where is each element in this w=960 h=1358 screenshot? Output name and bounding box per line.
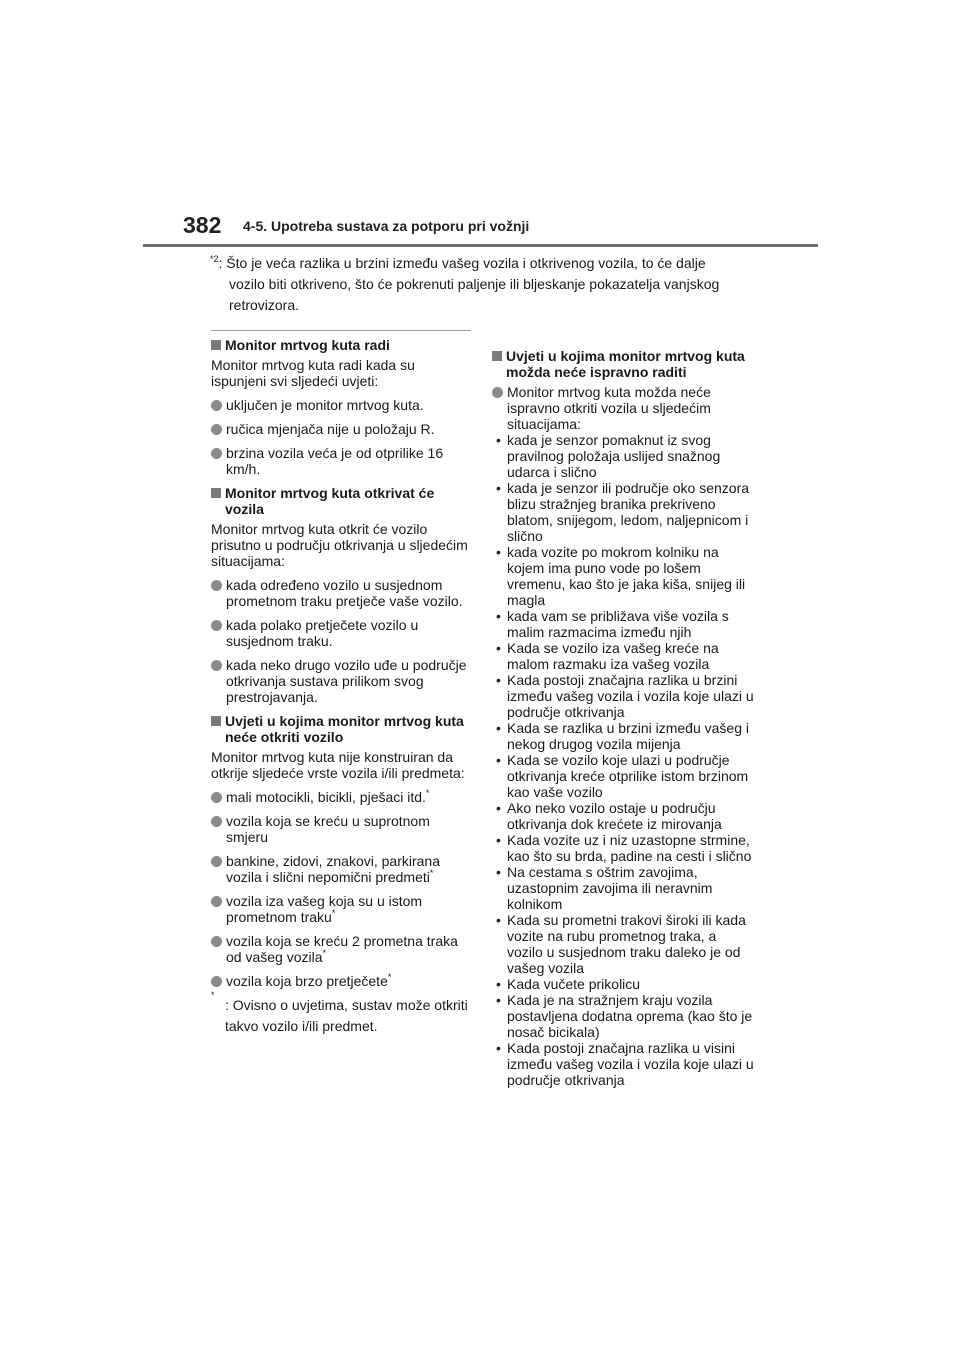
- circle-bullet-icon: [211, 896, 222, 907]
- condition-list: [492, 432, 754, 1088]
- footnote: * : Ovisno o uvjetima, sustav može otkriti takvo vozilo i/ili predmet.: [211, 990, 468, 1034]
- list-item: kada određeno vozilo u susjednom prometnom traku pretječe vaše vozilo.: [211, 577, 471, 609]
- list-item: Monitor mrtvog kuta možda neće ispravno otkriti vozila u sljedećim situacijama:: [492, 384, 754, 432]
- condition-item: • Na cestama s oštrim zavojima, uzastopnim zavojima ili neravnim kolnikom: [496, 864, 713, 912]
- condition-item: • kada vozite po mokrom kolniku na kojem ima puno vode po lošem vremenu, kao što je jaka kiša, snijeg ili magla: [496, 544, 746, 608]
- condition-item: • Kada se razlika u brzini između vašeg i nekog drugog vozila mijenja: [496, 720, 750, 752]
- circle-bullet-icon: [211, 620, 222, 631]
- intro-text: Monitor mrtvog kuta otkrit će vozilo prisutno u području otkrivanja u sljedećim situacijama:: [211, 521, 468, 569]
- condition-item: • Kada su prometni trakovi široki ili kada vozite na rubu prometnog traka, a vozilo u susjednom traku daleko je od vašeg vozila: [496, 912, 746, 976]
- circle-bullet-icon: [492, 387, 503, 398]
- circle-bullet-icon: [211, 400, 222, 411]
- right-column: [492, 348, 754, 1088]
- section-heading: Uvjeti u kojima monitor mrtvog kuta možda neće ispravno raditi: [492, 348, 754, 380]
- section-heading: Monitor mrtvog kuta radi: [211, 337, 471, 353]
- circle-bullet-icon: [211, 816, 222, 827]
- condition-item: • Kada se vozilo iza vašeg kreće na malom razmaku iza vašeg vozila: [496, 640, 719, 672]
- condition-item: • Kada postoji značajna razlika u visini između vašeg vozila i vozila koje ulazi u područje otkrivanja: [496, 1040, 754, 1088]
- list-item: vozila koja se kreću u suprotnom smjeru: [211, 813, 471, 845]
- list-item: kada polako pretječete vozilo u susjednom traku.: [211, 617, 471, 649]
- condition-item: • Kada se vozilo koje ulazi u područje otkrivanja kreće otprilike istom brzinom kao vaše vozilo: [496, 752, 749, 800]
- list-item: vozila koja se kreću 2 prometna traka od vašeg vozila*: [211, 933, 471, 965]
- column-divider: [211, 330, 471, 331]
- circle-bullet-icon: [211, 792, 222, 803]
- condition-item: • kada je senzor ili područje oko senzora blizu stražnjeg branika prekriveno blatom, snijegom, ledom, naljepnicom i slično: [496, 480, 750, 544]
- condition-item: • kada je senzor pomaknut iz svog pravilnog položaja uslijed snažnog udarca i slično: [496, 432, 721, 480]
- condition-item: • Kada vozite uz i niz uzastopne strmine, kao što su brda, padine na cesti i slično: [496, 832, 752, 864]
- list-item: brzina vozila veća je od otprilike 16 km/h.: [211, 445, 471, 477]
- list-item: vozila koja brzo pretječete*: [211, 973, 471, 989]
- circle-bullet-icon: [211, 936, 222, 947]
- condition-item: • Kada je na stražnjem kraju vozila postavljena dodatna oprema (kao što je nosač bicikala): [496, 992, 753, 1040]
- circle-bullet-icon: [211, 580, 222, 591]
- square-bullet-icon: [211, 340, 221, 350]
- intro-text: Monitor mrtvog kuta nije konstruiran da otkrije sljedeće vrste vozila i/ili predmeta:: [211, 749, 465, 781]
- list-item: uključen je monitor mrtvog kuta.: [211, 397, 471, 413]
- left-column: [211, 330, 471, 1037]
- circle-bullet-icon: [211, 660, 222, 671]
- header-divider: [143, 244, 818, 247]
- list-item: vozila iza vašeg koja su u istom prometnom traku*: [211, 893, 471, 925]
- section-heading: Uvjeti u kojima monitor mrtvog kuta neće otkriti vozilo: [211, 713, 471, 745]
- list-item: kada neko drugo vozilo uđe u područje otkrivanja sustava prilikom svog prestrojavanja.: [211, 657, 471, 705]
- circle-bullet-icon: [211, 856, 222, 867]
- condition-item: • Kada vučete prikolicu: [496, 976, 641, 992]
- footnote-top: [210, 253, 750, 316]
- intro-text: Monitor mrtvog kuta radi kada su ispunjeni svi sljedeći uvjeti:: [211, 357, 415, 389]
- condition-item: • Ako neko vozilo ostaje u području otkrivanja dok krećete iz mirovanja: [496, 800, 722, 832]
- footnote-rest: vozilo biti otkriveno, što će pokrenuti paljenje ili bljeskanje pokazatelja vanjskog retrovizora.: [229, 276, 720, 313]
- circle-bullet-icon: [211, 424, 222, 435]
- square-bullet-icon: [492, 351, 502, 361]
- section-title: 4-5. Upotreba sustava za potporu pri vožnji: [243, 218, 530, 234]
- condition-item: • Kada postoji značajna razlika u brzini između vašeg vozila i vozila koje ulazi u područje otkrivanja: [496, 672, 754, 720]
- circle-bullet-icon: [211, 448, 222, 459]
- footnote-line1: : Što je veća razlika u brzini između vašeg vozila i otkrivenog vozila, to će dalje: [218, 255, 706, 271]
- list-item: ručica mjenjača nije u položaju R.: [211, 421, 471, 437]
- footnote-mark: *2: [210, 254, 219, 264]
- circle-bullet-icon: [211, 976, 222, 987]
- square-bullet-icon: [211, 716, 221, 726]
- list-item: mali motocikli, bicikli, pješaci itd.*: [211, 789, 471, 805]
- section-heading: Monitor mrtvog kuta otkrivat će vozila: [211, 485, 471, 517]
- condition-item: • kada vam se približava više vozila s malim razmacima između njih: [496, 608, 729, 640]
- list-item: bankine, zidovi, znakovi, parkirana vozila i slični nepomični predmeti*: [211, 853, 471, 885]
- page-number: 382: [183, 212, 222, 238]
- square-bullet-icon: [211, 488, 221, 498]
